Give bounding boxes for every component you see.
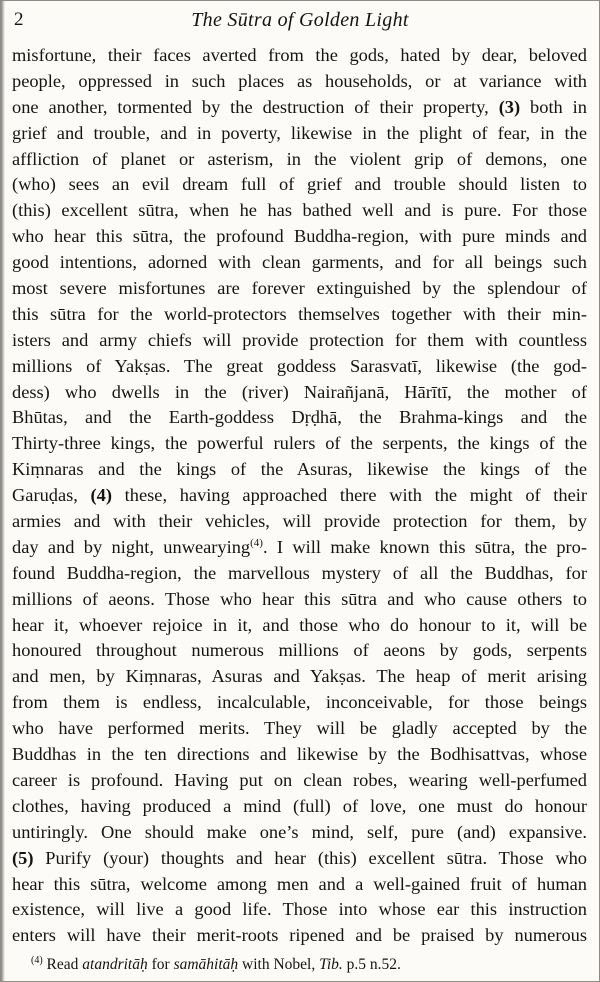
body-line: found Buddha-region, the marvellous mystery of all the Buddhas, for: [12, 562, 587, 583]
emphasized-text: atandritāḥ: [82, 956, 148, 974]
running-title: The Sūtra of Golden Light: [191, 9, 409, 31]
body-line: who hear this sūtra, the profound Buddha-region, with pure minds and: [12, 226, 587, 247]
body-line: existence, will live a good life. Those into whose ear this instruction: [12, 899, 587, 920]
body-line: people, oppressed in such places as households, or at variance with: [12, 70, 587, 91]
body-line: clothes, having produced a mind (full) of love, one must do honour: [12, 795, 587, 816]
body-line: dess) who dwells in the (river) Nairañjanā, Hārītī, the mother of: [12, 381, 587, 402]
body-line: career is profound. Having put on clean robes, wearing well-perfumed: [12, 769, 587, 790]
footnote-marker: (4): [31, 955, 43, 967]
body-line: (who) sees an evil dream full of grief and trouble should listen to: [12, 174, 587, 195]
body-line: (this) excellent sūtra, when he has bathed well and is pure. For those: [12, 200, 587, 221]
body-line: affliction of planet or asterism, in the violent grip of demons, one: [12, 148, 587, 169]
body-line: most severe misfortunes are forever extinguished by the splendour of: [12, 278, 587, 299]
body-line: misfortune, their faces averted from the gods, hated by dear, beloved: [12, 45, 587, 65]
body-line: one another, tormented by the destruction of their property, (3) both in: [12, 96, 587, 117]
body-line: hear it, whoever rejoice in it, and those who do honour to it, will be: [12, 614, 587, 635]
body-text: [1, 37, 599, 949]
body-line: this sūtra for the world-protectors themselves together with their min-: [12, 303, 587, 324]
emphasized-text: Tib.: [319, 956, 343, 974]
body-line: isters and army chiefs will provide protection for them with countless: [12, 329, 587, 350]
body-line: armies and with their vehicles, will provide protection for them, by: [12, 511, 587, 532]
body-line: Thirty-three kings, the powerful rulers of the serpents, the kings of the: [12, 433, 587, 454]
body-line: good intentions, adorned with clean garments, and for all beings such: [12, 252, 587, 273]
body-line: day and by night, unwearying$^{(4)}$. I will make known this sūtra, the pro-: [12, 536, 587, 557]
verse-number: (4): [90, 485, 112, 506]
body-line: Garuḍas, (4) these, having approached there with the might of their: [12, 485, 587, 506]
body-line: hear this sūtra, welcome among men and a well-gained fruit of human: [12, 873, 587, 894]
body-line: Kiṃnaras and the kings of the Asuras, likewise the kings of the: [12, 459, 587, 480]
verse-number: (3): [498, 96, 521, 117]
emphasized-text: samāhitāḥ: [173, 956, 239, 974]
body-line: millions of aeons. Those who hear this sūtra and who cause others to: [12, 588, 587, 609]
body-line: grief and trouble, and in poverty, likewise in the plight of fear, in the: [12, 122, 587, 143]
body-line: (5) Purify (your) thoughts and hear (this) excellent sūtra. Those who: [12, 847, 587, 868]
body-line: and men, by Kiṃnaras, Asuras and Yakṣas. The heap of merit arising: [12, 666, 587, 687]
body-line: from them is endless, incalculable, inconceivable, for those beings: [12, 692, 587, 713]
footnote: $^{(4)}$ Read atandritāḥ for samāhitāḥ with Nobel, Tib. p.5 n.52.: [31, 955, 401, 974]
body-line: honoured throughout numerous millions of aeons by gods, serpents: [12, 640, 587, 661]
page-header: [1, 1, 599, 37]
verse-number: (5): [12, 847, 34, 868]
body-line: Bhūtas, and the Earth-goddess Dṛḍhā, the Brahma-kings and the: [12, 407, 587, 428]
body-line: millions of Yakṣas. The great goddess Sarasvatī, likewise (the god-: [12, 355, 587, 376]
footnote-marker: (4): [250, 536, 263, 549]
page-number: 2: [14, 9, 24, 30]
body-line: Buddhas in the ten directions and likewise by the Bodhisattvas, whose: [12, 744, 587, 765]
body-line: who have performed merits. They will be gladly accepted by the: [12, 718, 587, 739]
body-line: untiringly. One should make one’s mind, self, pure (and) expansive.: [12, 821, 587, 842]
body-line: enters will have their merit-roots ripened and be praised by numerous: [12, 925, 587, 946]
